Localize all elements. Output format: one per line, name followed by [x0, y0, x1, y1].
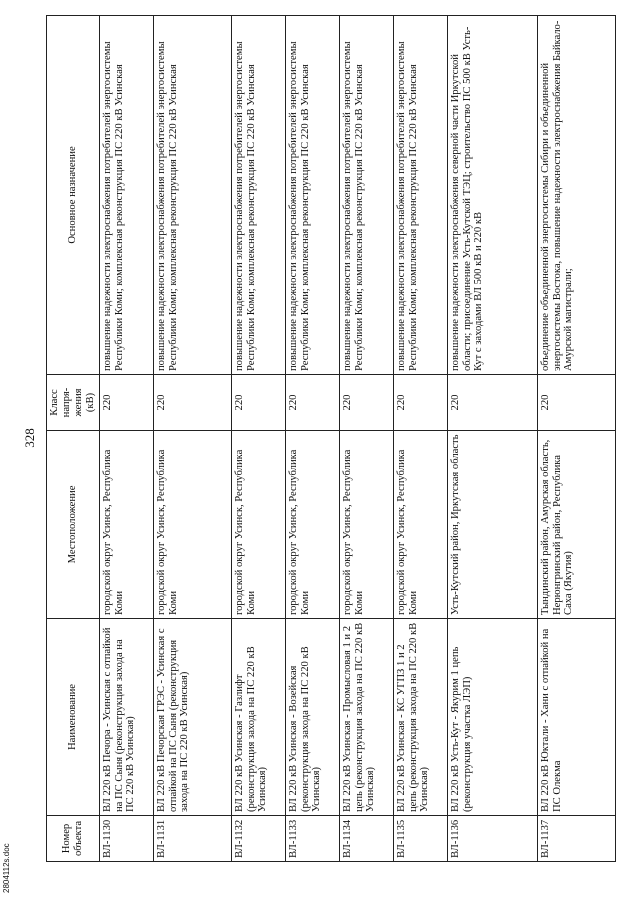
- cell-location: Тындинский район, Амурская область, Нерюнгринский район, Республика Саха (Якутия): [538, 431, 616, 619]
- cell-location: городской округ Усинск, Республика Коми: [394, 431, 448, 619]
- cell-name: ВЛ 220 кВ Усинская - КС УГПЗ 1 и 2 цепь (реконструкция захода на ПС 220 кВ Усинская): [394, 619, 448, 816]
- cell-name: ВЛ 220 кВ Усинская - Газлифт (реконструкция захода на ПС 220 кВ Усинская): [232, 619, 286, 816]
- cell-number: ВЛ-1137: [538, 816, 616, 862]
- header-name: Наименование: [47, 619, 100, 816]
- footer-file-code-text: 2804112s.doc: [2, 843, 11, 893]
- cell-voltage: 220: [100, 375, 154, 431]
- cell-purpose: повышение надежности электроснабжения потребителей энергосистемы Республики Коми; комплексная реконструкция ПС 220 кВ Усинская: [286, 16, 340, 375]
- table-row: [154, 16, 232, 862]
- cell-purpose: повышение надежности электроснабжения северной части Иркутской области; присоединение Усть-Кутской ТЭЦ; строительство ПС 500 кВ Усть-Кут с заходами ВЛ 500 кВ и 220 кВ: [448, 16, 538, 375]
- table-row: [232, 16, 286, 862]
- cell-name: ВЛ 220 кВ Усть-Кут - Якурим 1 цепь (реконструкция участка ЛЭП): [448, 619, 538, 816]
- cell-name: ВЛ 220 кВ Усинская - Возейская (реконструкция захода на ПС 220 кВ Усинская): [286, 619, 340, 816]
- header-number: Номер объекта: [47, 816, 100, 862]
- table-row: [538, 16, 616, 862]
- rotated-content: [20, 8, 630, 868]
- document-page: [20, 8, 630, 868]
- table-row: [340, 16, 394, 862]
- cell-purpose: повышение надежности электроснабжения потребителей энергосистемы Республики Коми; комплексная реконструкция ПС 220 кВ Усинская: [154, 16, 232, 375]
- header-purpose: Основное назначение: [47, 16, 100, 375]
- cell-voltage: 220: [538, 375, 616, 431]
- cell-location: городской округ Усинск, Республика Коми: [340, 431, 394, 619]
- cell-purpose: объединение объединенной энергосистемы Сибири и объединенной энергосистемы Востока, повышение надежности электроснабжения Байкало-Амурской магистрали;: [538, 16, 616, 375]
- cell-purpose: повышение надежности электроснабжения потребителей энергосистемы Республики Коми; комплексная реконструкция ПС 220 кВ Усинская: [232, 16, 286, 375]
- table-row: [100, 16, 154, 862]
- cell-number: ВЛ-1133: [286, 816, 340, 862]
- cell-name: ВЛ 220 кВ Печорская ГРЭС - Усинская с отпайкой на ПС Сыня (реконструкция захода на ПС 220 кВ Усинская): [154, 619, 232, 816]
- table-row: [448, 16, 538, 862]
- cell-location: городской округ Усинск, Республика Коми: [232, 431, 286, 619]
- header-voltage: Класс напря-жения (кВ): [47, 375, 100, 431]
- cell-number: ВЛ-1136: [448, 816, 538, 862]
- cell-voltage: 220: [340, 375, 394, 431]
- table-header-row: [47, 16, 100, 862]
- cell-number: ВЛ-1132: [232, 816, 286, 862]
- table-row: [394, 16, 448, 862]
- cell-number: ВЛ-1135: [394, 816, 448, 862]
- cell-voltage: 220: [286, 375, 340, 431]
- cell-location: городской округ Усинск, Республика Коми: [154, 431, 232, 619]
- cell-number: ВЛ-1134: [340, 816, 394, 862]
- cell-number: ВЛ-1131: [154, 816, 232, 862]
- cell-purpose: повышение надежности электроснабжения потребителей энергосистемы Республики Коми; комплексная реконструкция ПС 220 кВ Усинская: [340, 16, 394, 375]
- objects-table: [46, 15, 616, 862]
- cell-voltage: 220: [232, 375, 286, 431]
- cell-location: городской округ Усинск, Республика Коми: [100, 431, 154, 619]
- cell-location: Усть-Кутский район, Иркутская область: [448, 431, 538, 619]
- cell-voltage: 220: [154, 375, 232, 431]
- table-row: [286, 16, 340, 862]
- cell-name: ВЛ 220 кВ Печора - Усинская с отпайкой на ПС Сыня (реконструкция захода на ПС 220 кВ Усинская): [100, 619, 154, 816]
- footer-file-code: [2, 762, 14, 902]
- cell-voltage: 220: [448, 375, 538, 431]
- cell-number: ВЛ-1130: [100, 816, 154, 862]
- cell-purpose: повышение надежности электроснабжения потребителей энергосистемы Республики Коми; комплексная реконструкция ПС 220 кВ Усинская: [100, 16, 154, 375]
- cell-name: ВЛ 220 кВ Юктали - Хани с отпайкой на ПС Олекма: [538, 619, 616, 816]
- page-number: 328: [22, 428, 37, 448]
- cell-purpose: повышение надежности электроснабжения потребителей энергосистемы Республики Коми; комплексная реконструкция ПС 220 кВ Усинская: [394, 16, 448, 375]
- cell-location: городской округ Усинск, Республика Коми: [286, 431, 340, 619]
- cell-voltage: 220: [394, 375, 448, 431]
- header-location: Местоположение: [47, 431, 100, 619]
- cell-name: ВЛ 220 кВ Усинская - Промысловая 1 и 2 цепь (реконструкция захода на ПС 220 кВ Усинская): [340, 619, 394, 816]
